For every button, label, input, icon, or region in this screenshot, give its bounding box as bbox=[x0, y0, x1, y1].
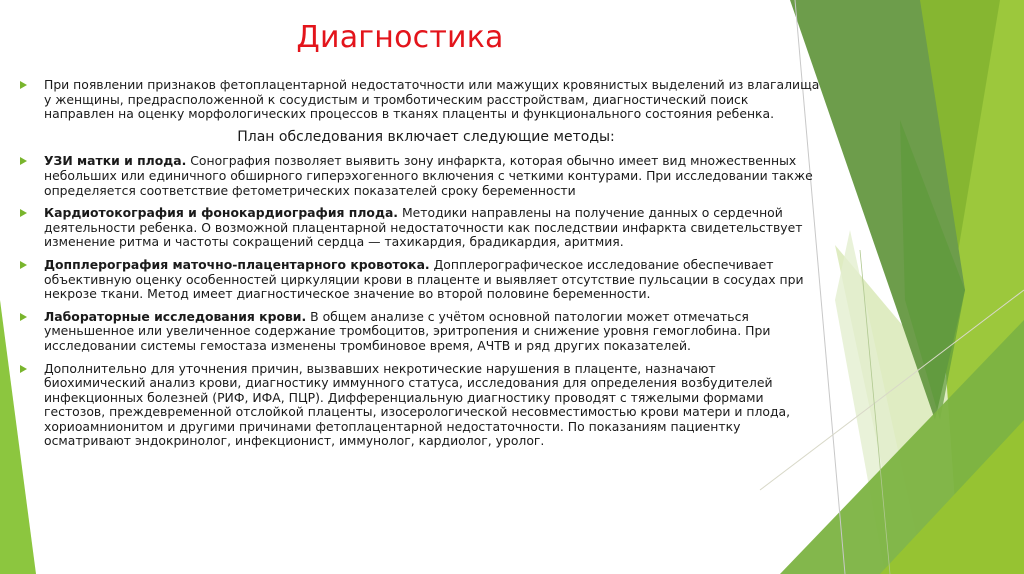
method-text: Допплерографическое исследование обеспечивает объективную оценку особенностей циркуляции крови в плаценте и выявляет отсутствие пульсации в сосудах при некрозе ткани. Метод имеет диагностическое значение во второй половине беременности. bbox=[44, 256, 804, 302]
method-lead: Допплерография маточно-плацентарного кровотока. bbox=[44, 256, 430, 272]
methods-subheading: План обследования включает следующие методы: bbox=[237, 128, 615, 145]
bullet-arrow-icon bbox=[20, 365, 27, 373]
method-text: Сонография позволяет выявить зону инфаркта, которая обычно имеет вид множественных небольших или единичного обширного гиперэхогенного включения с четкими контурами. При исследовании также определяется соответствие фетометрических показателей сроку беременности bbox=[44, 153, 813, 198]
method-item-ctg bbox=[20, 206, 820, 250]
additional-text: Дополнительно для уточнения причин, вызвавших некротические нарушения в плаценте, назначают биохимический анализ крови, диагностику иммунного статуса, исследования для определения возбудителей инфекционных болезней (РИФ, ИФА, ПЦР). Дифференциальную диагностику проводят с тяжелыми формами гестозов, преждевременной отслойкой плаценты, изосерологической несовместимостью крови матери и плода, хориоамнионитом и другими причинами фетоплацентарной недостаточности. По показаниям пациентку осматривают эндокринолог, инфекционист, иммунолог, кардиолог, уролог. bbox=[44, 360, 791, 449]
method-lead: УЗИ матки и плода. bbox=[44, 153, 187, 169]
method-text: Методики направлены на получение данных о сердечной деятельности ребенка. О возможной плацентарной недостаточности как последствии инфаркта свидетельствует изменение ритма и частоты сокращений сердца — тахикардия, брадикардия, аритмия. bbox=[44, 205, 803, 250]
method-lead: Кардиотокография и фонокардиография плода. bbox=[44, 205, 399, 221]
method-item-lab bbox=[20, 310, 820, 354]
method-text: В общем анализе с учётом основной патологии может отмечаться уменьшенное или увеличенное содержание тромбоцитов, эритропения и снижение уровня гемоглобина. При исследовании системы гемостаза изменены тромбиновое время, АЧТВ и ряд других показателей. bbox=[44, 308, 771, 353]
intro-text: При появлении признаков фетоплацентарной недостаточности или мажущих кровянистых выделений из влагалища у женщины, предрасположенной к сосудистым и тромботическим расстройствам, диагностический поиск направлен на оценку морфологических процессов в тканях плаценты и функционального состояния ребенка. bbox=[44, 77, 820, 122]
method-lead: Лабораторные исследования крови. bbox=[44, 308, 307, 324]
method-item-ultrasound bbox=[20, 154, 820, 198]
bullet-arrow-icon bbox=[20, 209, 27, 217]
intro-item bbox=[20, 78, 820, 122]
bullet-arrow-icon bbox=[20, 313, 27, 321]
method-item-doppler bbox=[20, 258, 820, 302]
bullet-arrow-icon bbox=[20, 81, 27, 89]
slide-content bbox=[20, 78, 820, 457]
bullet-arrow-icon bbox=[20, 157, 27, 165]
additional-item bbox=[20, 362, 820, 450]
slide-title: Диагностика bbox=[296, 20, 504, 55]
bullet-arrow-icon bbox=[20, 261, 27, 269]
